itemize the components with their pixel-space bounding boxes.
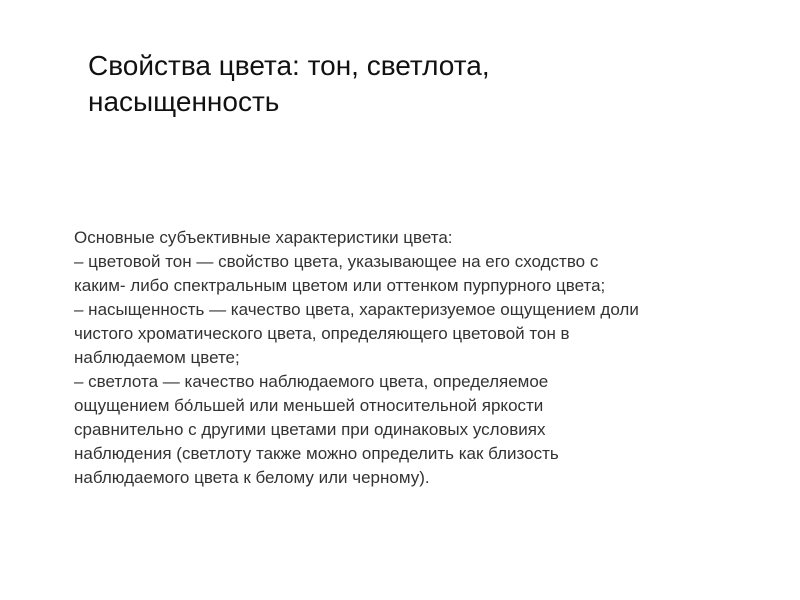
body-line-saturation: наблюдаемом цвете; [74, 348, 240, 367]
body-line-saturation: – насыщенность — качество цвета, характеризуемое ощущением доли [74, 300, 639, 319]
body-line-lightness: наблюдаемого цвета к белому или черному). [74, 468, 430, 487]
body-line-lightness: – светлота — качество наблюдаемого цвета, определяемое [74, 372, 549, 391]
body-line-lightness: ощущением бо́льшей или меньшей относительной яркости [74, 396, 544, 415]
body-line-intro: Основные субъективные характеристики цвета: [74, 228, 453, 247]
slide-title-line: Свойства цвета: тон, светлота, [88, 50, 490, 81]
body-line-hue: – цветовой тон — свойство цвета, указывающее на его сходство с [74, 252, 599, 271]
slide-title-line: насыщенность [88, 86, 280, 117]
body-line-saturation: чистого хроматического цвета, определяющего цветовой тон в [74, 324, 570, 343]
body-line-lightness: наблюдения (светлоту также можно определить как близость [74, 444, 559, 463]
body-line-hue: каким- либо спектральным цветом или оттенком пурпурного цвета; [74, 276, 606, 295]
slide-title [88, 48, 728, 120]
body-line-lightness: сравнительно с другими цветами при одинаковых условиях [74, 420, 546, 439]
slide-body-text [74, 226, 774, 490]
